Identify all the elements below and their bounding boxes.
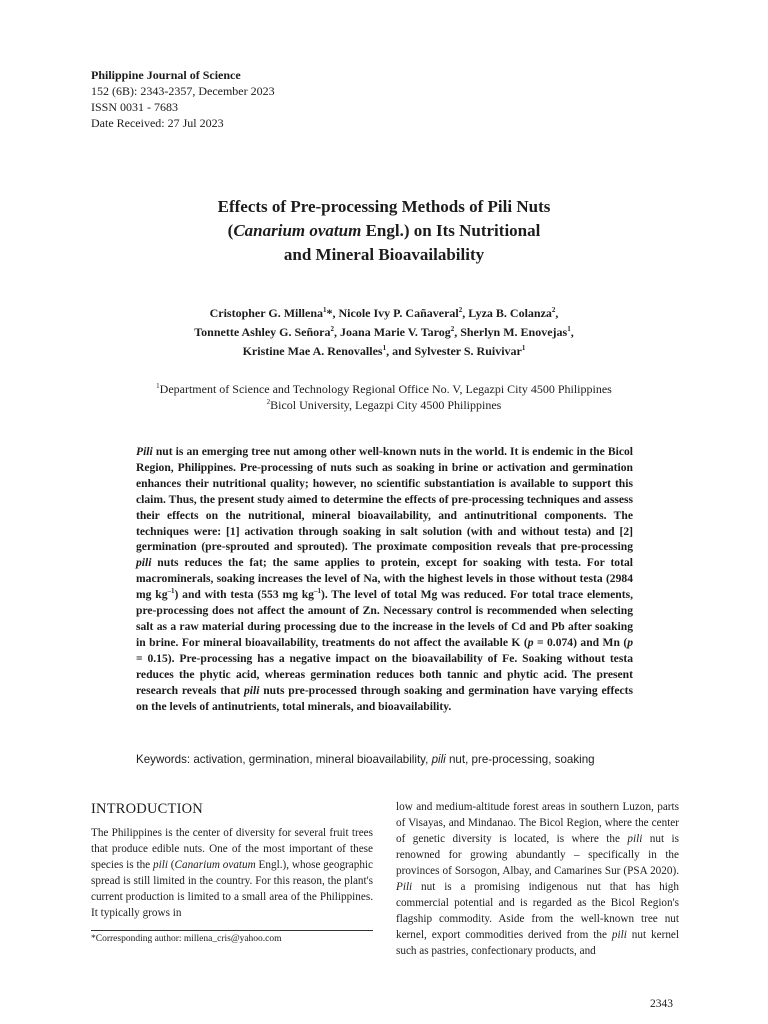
- abstract-text: nuts pre-processed through soaking and germination have varying effects on the levels of antinutrients, total minerals, and bioavailability.: [136, 683, 633, 713]
- date-received: Date Received: 27 Jul 2023: [91, 116, 224, 130]
- body-italic: Canarium ovatum: [174, 859, 256, 871]
- keywords-pili: pili: [431, 753, 446, 766]
- unit-exponent: –1: [167, 587, 175, 596]
- abstract-text: ). The level of total Mg was reduced. For total trace elements, pre-processing does not affect the amount of Zn. Necessary control is recommended when selecting salt as a raw material during processing due to the increase in the levels of Cd and Pb after soaking in brine. For mineral bioavailability, treatments do not affect the available K (: [136, 588, 633, 649]
- author-affil-sup: 2: [458, 306, 463, 314]
- author-affil-sup: 1: [382, 344, 387, 352]
- author-separator: ,: [462, 306, 469, 320]
- abstract-pili: pili: [243, 683, 260, 697]
- author-separator: *,: [326, 306, 339, 320]
- footnote-divider: [91, 930, 373, 931]
- author-affil-sup: 1: [521, 344, 526, 352]
- journal-name: Philippine Journal of Science: [91, 68, 241, 82]
- affiliation-sup: 1: [156, 382, 160, 390]
- journal-header: [91, 67, 275, 131]
- author-line-2: [120, 323, 648, 342]
- abstract-text: nut is an emerging tree nut among other well-known nuts in the world. It is endemic in the Bicol Region, Philippines. Pre-processing of nuts such as soaking in brine or activation and germination enhances their nutritional quality; however, no scientific substantiation is available to support this claim. Thus, the present study aimed to determine the effects of pre-processing techniques and assess their effects on the nutritional, mineral bioavailability, and antinutritional components. The techniques were: [1] activation through soaking in salt solution (with and without testa) and [2] germination (pre-sprouted and sprouted). The proximate composition reveals that pre-processing: [136, 445, 634, 554]
- affiliations: [120, 381, 648, 413]
- author-name: Kristine Mae A. Renovalles: [242, 344, 383, 358]
- affiliation-sup: 2: [266, 398, 271, 406]
- title-line-2: [120, 219, 648, 243]
- author-separator: ,: [454, 325, 461, 339]
- author-name: Joana Marie V. Tarog: [340, 325, 451, 339]
- paper-title: [120, 195, 648, 267]
- page-number: 2343: [650, 998, 673, 1010]
- p-value-symbol: p: [627, 635, 633, 649]
- author-affil-sup: 2: [450, 325, 455, 333]
- author-name: Tonnette Ashley G. Señora: [194, 325, 331, 339]
- intro-right-column: [396, 799, 679, 959]
- author-affil-sup: 1: [323, 306, 327, 314]
- keywords-text: activation, germination, mineral bioavailability,: [190, 753, 432, 766]
- journal-volume: 152 (6B): 2343-2357, December 2023: [91, 84, 275, 98]
- author-affil-sup: 2: [330, 325, 335, 333]
- author-line-3: [120, 342, 648, 361]
- author-name: Sherlyn M. Enovejas: [460, 325, 568, 339]
- author-name: Sylvester S. Ruivivar: [414, 344, 522, 358]
- author-separator: ,: [555, 306, 559, 320]
- affiliation-2: [120, 397, 648, 413]
- body-text: The Philippines is the center of diversity for several fruit trees that produce edible nuts. One of the most important of these species is the: [91, 827, 373, 871]
- body-text: (: [167, 859, 175, 871]
- section-heading-introduction: INTRODUCTION: [91, 801, 203, 817]
- abstract-text: = 0.15). Pre-processing has a negative impact on the bioavailability of Fe. Soaking without testa reduces the phytic acid, whereas germination reduces both tannic and phytic acid. The present research reveals that: [136, 651, 633, 697]
- body-italic: pili: [627, 833, 643, 845]
- body-text: low and medium-altitude forest areas in southern Luzon, parts of Visayas, and Mindanao. The Bicol Region, where the center of genetic diversity is located, is where the: [396, 801, 679, 845]
- p-value-symbol: p: [527, 635, 534, 649]
- author-list: [120, 304, 648, 361]
- body-italic: pili: [153, 859, 168, 871]
- affiliation-1: [120, 381, 648, 397]
- keywords-label: Keywords:: [136, 753, 191, 766]
- author-name: Lyza B. Colanza: [468, 306, 552, 320]
- abstract-text: ) and with testa (553 mg kg: [174, 588, 314, 602]
- author-name: Nicole Ivy P. Cañaveral: [338, 306, 459, 320]
- title-paren: (: [227, 221, 234, 240]
- author-separator: ,: [334, 325, 341, 339]
- body-text: nut is a promising indigenous nut that has high commercial potential and is regarded as the Bicol Region's flagship commodity. Aside from the well-known tree nut kernel, export commodities derived from the: [396, 881, 679, 941]
- keywords-text: nut, pre-processing, soaking: [445, 753, 595, 766]
- body-text: Engl.), whose geographic spread is still limited in the country. For this reason, the plant's current production is limited to a small area of the Philippines. It typically grows in: [91, 859, 374, 919]
- keywords: [136, 752, 636, 767]
- affiliation-text: Bicol University, Legazpi City 4500 Philippines: [270, 398, 502, 412]
- body-italic: Pili: [396, 881, 413, 893]
- body-text: nut kernel such as pastries, confectionary products, and: [396, 929, 679, 957]
- affiliation-text: Department of Science and Technology Regional Office No. V, Legazpi City 4500 Philippines: [159, 382, 612, 396]
- species-name: Canarium ovatum: [233, 221, 362, 240]
- author-name: Cristopher G. Millena: [209, 306, 324, 320]
- author-separator: ,: [570, 325, 574, 339]
- author-line-1: [120, 304, 648, 323]
- abstract-text: = 0.074) and Mn (: [533, 635, 628, 649]
- intro-left-column: [91, 825, 373, 921]
- abstract: [136, 444, 633, 714]
- abstract-text: nuts reduces the fat; the same applies to protein, except for soaking with testa. For total macrominerals, soaking increases the level of Na, with the highest levels in those without testa (2984 mg kg: [136, 556, 633, 602]
- body-text: nut is renowned for growing abundantly – specifically in the provinces of Sorsogon, Albay, and Camarines Sur (PSA 2020).: [396, 833, 679, 877]
- author-affil-sup: 2: [551, 306, 556, 314]
- journal-issn: ISSN 0031 - 7683: [91, 100, 179, 114]
- abstract-pili: Pili: [136, 445, 153, 458]
- title-line-3: and Mineral Bioavailability: [283, 245, 485, 264]
- title-line-1: Effects of Pre-processing Methods of Pili Nuts: [217, 197, 551, 216]
- corresponding-author-footnote: *Corresponding author: millena_cris@yahoo.com: [91, 934, 282, 944]
- author-separator: , and: [386, 344, 415, 358]
- author-affil-sup: 1: [567, 325, 571, 333]
- abstract-pili: pili: [136, 556, 152, 570]
- unit-exponent: –1: [313, 587, 321, 596]
- title-line-2-rest: Engl.) on Its Nutritional: [361, 221, 541, 240]
- body-italic: pili: [611, 929, 627, 941]
